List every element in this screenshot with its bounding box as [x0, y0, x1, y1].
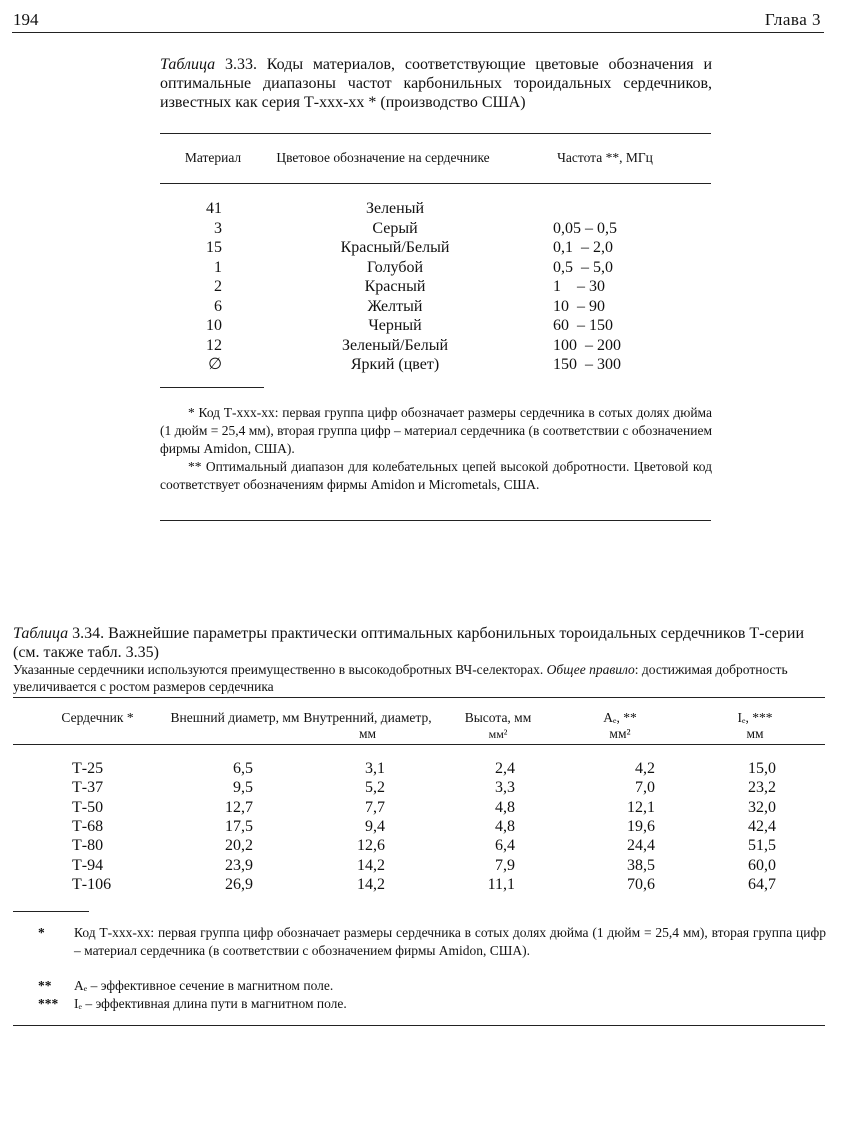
frequency-cell: 0,5 – 5,0 — [553, 258, 613, 276]
material-cell: 1 — [214, 258, 222, 276]
table1-row — [0, 258, 844, 278]
frequency-cell: 10 – 90 — [553, 297, 605, 315]
material-cell: 3 — [214, 219, 222, 237]
outer-diameter-cell: 23,9 — [225, 856, 253, 874]
color-cell: Черный — [368, 317, 422, 334]
table2-bottom-rule — [13, 1025, 825, 1026]
ae-cell: 19,6 — [627, 817, 655, 835]
frequency-cell: 60 – 150 — [553, 317, 613, 334]
table1-footnote-1: * Код Т-ххх-хх: первая группа цифр обозначает размеры сердечника в сотых долях дюйма (1 дюйм = 25,4 мм), вторая группа цифр – материал сердечника (в соответствии с обозначением фирмы Amidon, США). — [160, 405, 712, 456]
chapter-title: Глава 3 — [764, 10, 821, 29]
table1-footnote-rule — [160, 387, 264, 388]
frequency-cell: 100 – 200 — [553, 336, 621, 354]
frequency-cell: 0,1 – 2,0 — [553, 239, 613, 256]
height-cell: 3,3 — [495, 779, 515, 797]
table2-row — [0, 817, 844, 836]
inner-diameter-cell: 9,4 — [365, 817, 385, 835]
table1-row — [0, 297, 844, 317]
core-cell: Т-94 — [72, 856, 104, 874]
table2-header-height-unit: мм² — [488, 727, 508, 741]
table1-header-frequency: Частота **, МГц — [557, 150, 653, 165]
table1-header-rule — [160, 183, 711, 184]
table2-subtitle-b: : достижимая добротность увеличивается с ростом размеров сердечника — [13, 662, 788, 694]
table2-row — [0, 836, 844, 855]
footnote-marker: *** — [38, 996, 59, 1011]
height-cell: 4,8 — [495, 798, 515, 816]
ae-cell: 38,5 — [627, 856, 655, 874]
color-cell: Яркий (цвет) — [350, 356, 440, 373]
ae-cell: 4,2 — [635, 760, 655, 777]
page-number: 194 — [13, 10, 39, 29]
table2-header-height: Высота, мм — [464, 710, 532, 725]
table1-row — [0, 355, 844, 375]
le-cell: 23,2 — [748, 779, 776, 797]
table2-row — [0, 798, 844, 817]
table1-header-color: Цветовое обозначение на сердечнике — [276, 150, 490, 165]
material-cell: 10 — [206, 317, 222, 334]
footnote-marker: ** — [38, 978, 52, 993]
table2-header-od: Внешний диаметр, мм — [170, 710, 300, 725]
table2-header-le: Iₑ, *** — [737, 710, 773, 725]
core-cell: Т-37 — [72, 779, 104, 797]
material-cell: 12 — [206, 336, 222, 354]
outer-diameter-cell: 20,2 — [225, 837, 253, 855]
core-cell: Т-80 — [72, 837, 104, 855]
table2-header-id: Внутренний, диаметр, мм — [303, 710, 432, 741]
table1-row — [0, 336, 844, 356]
core-cell: Т-68 — [72, 817, 104, 835]
inner-diameter-cell: 3,1 — [365, 760, 385, 777]
table1-row — [0, 219, 844, 239]
outer-diameter-cell: 17,5 — [225, 817, 253, 835]
material-cell: 2 — [214, 278, 222, 295]
footnote-text: Iₑ – эффективная длина пути в магнитном поле. — [74, 996, 347, 1011]
table2-caption-text: 3.34. Важнейшие параметры практически оптимальных карбонильных тороидальных сердечников Т-серии (см. также табл. 3.35) — [13, 625, 804, 661]
ae-cell: 70,6 — [627, 875, 655, 893]
table2-header-ae: Aₑ, ** — [603, 710, 637, 725]
table2-caption-label: Таблица — [13, 625, 69, 642]
table2-footnote-rule — [13, 911, 89, 912]
material-cell: ∅ — [208, 356, 222, 373]
height-cell: 7,9 — [495, 856, 515, 874]
footnote-marker: * — [38, 925, 45, 940]
table2-caption — [13, 624, 828, 662]
material-cell: 15 — [206, 239, 222, 256]
table2-header-ae-unit: мм² — [609, 726, 631, 741]
table2-subtitle-a: Указанные сердечники используются преимущественно в высокодобротных ВЧ-селекторах. — [13, 662, 547, 677]
table2-row — [0, 778, 844, 797]
le-cell: 32,0 — [748, 798, 776, 816]
table1-caption — [160, 55, 712, 112]
color-cell: Зеленый — [365, 200, 425, 217]
inner-diameter-cell: 14,2 — [357, 875, 385, 893]
table1-row — [0, 277, 844, 297]
table1-row — [0, 199, 844, 219]
core-cell: Т-106 — [72, 875, 112, 893]
le-cell: 51,5 — [748, 837, 776, 855]
outer-diameter-cell: 6,5 — [233, 760, 253, 777]
color-cell: Красный — [364, 278, 426, 295]
color-cell: Красный/Белый — [340, 239, 450, 256]
footnote-text: Aₑ – эффективное сечение в магнитном поле. — [74, 978, 334, 993]
inner-diameter-cell: 5,2 — [365, 779, 385, 797]
outer-diameter-cell: 26,9 — [225, 875, 253, 893]
le-cell: 15,0 — [748, 760, 776, 777]
table2-top-rule — [13, 697, 825, 698]
frequency-cell: 1 – 30 — [553, 278, 605, 295]
height-cell: 2,4 — [495, 760, 515, 777]
color-cell: Голубой — [366, 258, 424, 276]
le-cell: 60,0 — [748, 856, 776, 874]
table2-header-le-unit: мм — [746, 726, 764, 741]
table2-row — [0, 759, 844, 778]
table2-header-rule — [13, 744, 825, 745]
outer-diameter-cell: 12,7 — [225, 798, 253, 816]
inner-diameter-cell: 7,7 — [365, 798, 385, 816]
table1-row — [0, 316, 844, 336]
material-cell: 41 — [206, 200, 222, 217]
height-cell: 11,1 — [487, 875, 515, 893]
frequency-cell: 0,05 – 0,5 — [553, 219, 617, 237]
color-cell: Желтый — [367, 297, 423, 315]
frequency-cell: 150 – 300 — [553, 356, 621, 373]
material-cell: 6 — [214, 297, 222, 315]
table2-subtitle-italic: Общее правило — [546, 662, 635, 677]
header-rule — [12, 32, 824, 33]
core-cell: Т-25 — [72, 760, 104, 777]
table1-bottom-rule — [160, 520, 711, 521]
table1-top-rule — [160, 133, 711, 134]
table1-caption-label: Таблица — [160, 56, 216, 73]
table2-subtitle — [13, 662, 828, 695]
ae-cell: 7,0 — [635, 779, 655, 797]
outer-diameter-cell: 9,5 — [233, 779, 253, 797]
table1-header-material: Материал — [184, 150, 242, 165]
table1-row — [0, 238, 844, 258]
core-cell: Т-50 — [72, 798, 104, 816]
color-cell: Зеленый/Белый — [341, 336, 449, 354]
inner-diameter-cell: 14,2 — [357, 856, 385, 874]
footnote-text: Код Т-ххх-хх: первая группа цифр обозначает размеры сердечника в сотых долях дюйма (1 дюйм = 25,4 мм), вторая группа цифр – материал сердечника (в соответствии с обозначением фирмы Amidon, США). — [74, 925, 826, 958]
ae-cell: 24,4 — [627, 837, 655, 855]
table1-footnote-2: ** Оптимальный диапазон для колебательных цепей высокой добротности. Цветовой код соответствует обозначениям фирмы Amidon и Micrometals, США. — [160, 459, 712, 492]
le-cell: 64,7 — [748, 875, 776, 893]
le-cell: 42,4 — [748, 817, 776, 835]
height-cell: 4,8 — [495, 817, 515, 835]
table1-caption-text: 3.33. Коды материалов, соответствующие цветовые обозначения и оптимальные диапазоны частот карбонильных тороидальных сердечников, известных как серия Т-ххх-хх * (производство США) — [160, 56, 712, 111]
table2-header-core: Сердечник * — [61, 710, 134, 725]
table2-row — [0, 875, 844, 894]
height-cell: 6,4 — [495, 837, 515, 855]
table2-row — [0, 856, 844, 875]
ae-cell: 12,1 — [627, 798, 655, 816]
color-cell: Серый — [372, 219, 418, 237]
inner-diameter-cell: 12,6 — [357, 837, 385, 855]
